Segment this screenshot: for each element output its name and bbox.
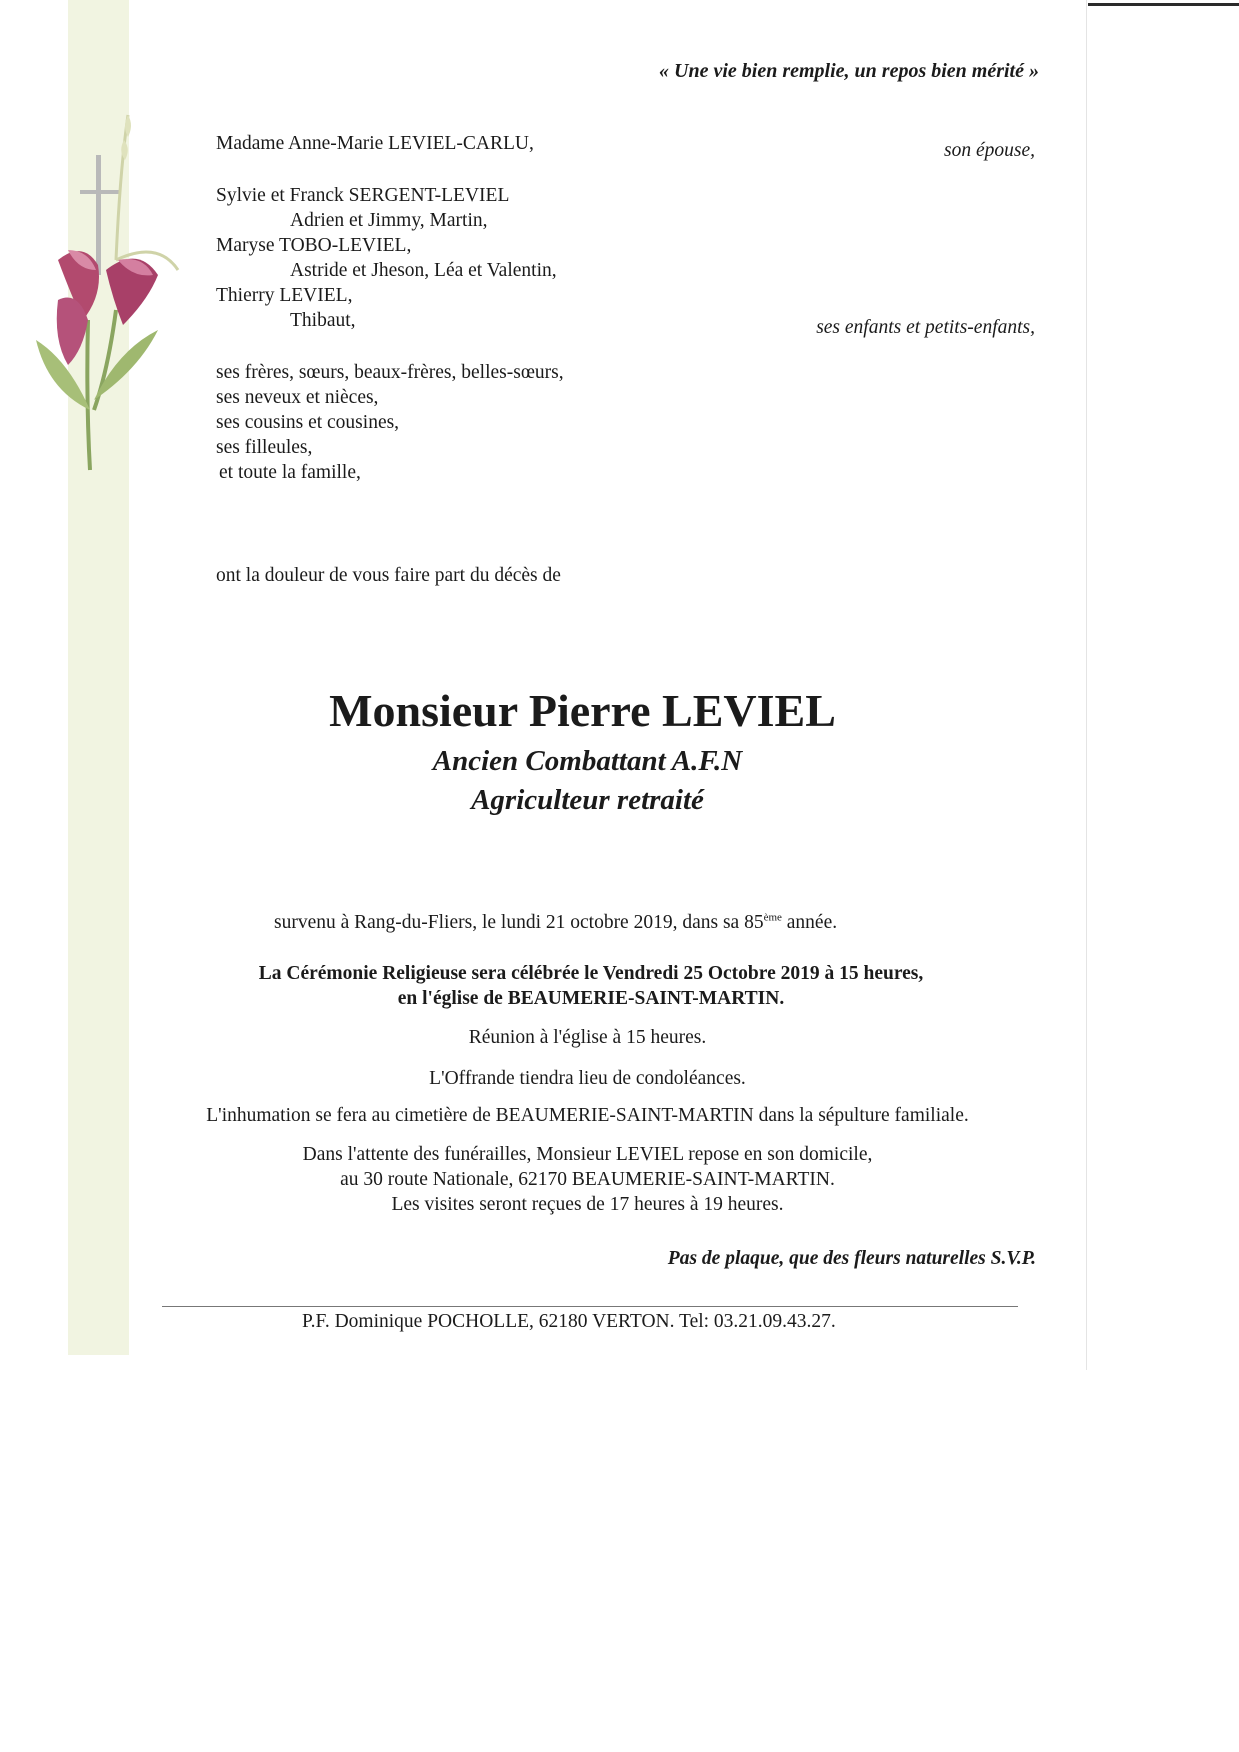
relatives-line: ses frères, sœurs, beaux-frères, belles-sœurs, [216,362,564,383]
wake-line: au 30 route Nationale, 62170 BEAUMERIE-SAINT-MARTIN. [340,1169,835,1190]
burial-info: L'inhumation se fera au cimetière de BEAUMERIE-SAINT-MARTIN dans la sépulture familiale. [206,1105,969,1126]
epigraph: « Une vie bien remplie, un repos bien mérité » [659,60,1039,82]
ceremony-line-1: La Cérémonie Religieuse sera célébrée le Vendredi 25 Octobre 2019 à 15 heures, [258,963,924,984]
wake-line: Les visites seront reçues de 17 heures à 19 heures. [391,1194,784,1215]
children-role: ses enfants et petits-enfants, [816,317,1035,338]
child-line: Thierry LEVIEL, [216,285,353,306]
offering-info: L'Offrande tiendra lieu de condoléances. [429,1068,746,1089]
announcement: ont la douleur de vous faire part du décès de [216,565,561,586]
deceased-title-2: Agriculteur retraité [471,784,704,816]
child-line: Maryse TOBO-LEVIEL, [216,235,412,256]
death-info-end: année. [781,912,838,933]
child-line: Sylvie et Franck SERGENT-LEVIEL [216,185,510,206]
relatives-line: ses cousins et cousines, [216,412,400,433]
scan-top-line [1088,3,1239,6]
deceased-title-1: Ancien Combattant A.F.N [432,745,743,777]
death-info-superscript: ème [763,911,782,924]
death-info [274,912,837,934]
wake-line: Dans l'attente des funérailles, Monsieur LEVIEL repose en son domicile, [302,1144,873,1165]
ceremony-line-2: en l'église de BEAUMERIE-SAINT-MARTIN. [397,988,785,1009]
deceased-name: Monsieur Pierre LEVIEL [329,685,836,736]
divider [162,1306,1018,1307]
flowers-note: Pas de plaque, que des fleurs naturelles S.V.P. [667,1248,1036,1269]
funeral-home-footer: P.F. Dominique POCHOLLE, 62180 VERTON. Tel: 03.21.09.43.27. [302,1311,836,1332]
calla-lily-cross-icon [28,110,188,480]
grandchild-line: Adrien et Jimmy, Martin, [290,210,488,231]
death-info-main: survenu à Rang-du-Fliers, le lundi 21 octobre 2019, dans sa 85 [274,912,764,933]
relatives-line: et toute la famille, [219,462,361,483]
relatives-line: ses neveux et nièces, [216,387,379,408]
meeting-info: Réunion à l'église à 15 heures. [468,1027,707,1048]
spouse-role: son épouse, [944,140,1035,161]
grandchild-line: Astride et Jheson, Léa et Valentin, [290,260,557,281]
spouse-name: Madame Anne-Marie LEVIEL-CARLU, [216,133,534,154]
grandchild-line: Thibaut, [290,310,356,331]
relatives-line: ses filleules, [216,437,313,458]
